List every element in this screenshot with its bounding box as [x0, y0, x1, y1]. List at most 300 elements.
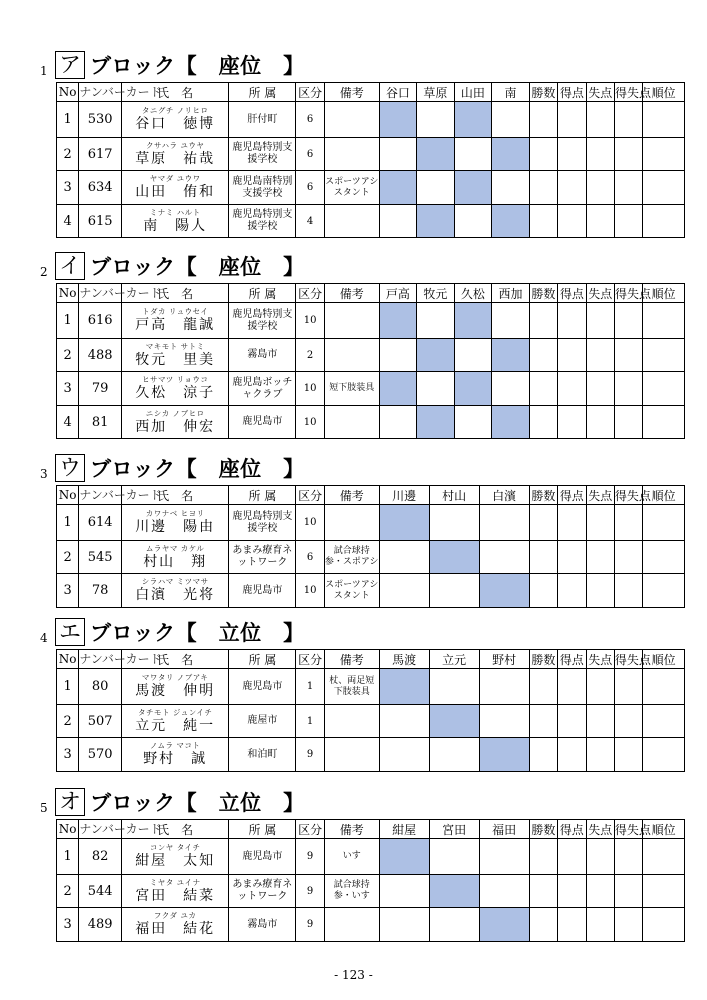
remarks — [324, 138, 379, 171]
points-against-cell[interactable] — [586, 171, 614, 205]
points-against-cell[interactable] — [586, 505, 614, 541]
diff-cell[interactable] — [614, 138, 642, 171]
page-number: - 123 - — [334, 968, 373, 982]
header-opponent: 戸高 — [379, 284, 417, 303]
block-4 — [40, 615, 680, 772]
player-no: 1 — [57, 505, 79, 541]
header-rank: 順位 — [643, 820, 685, 839]
league-table — [56, 283, 685, 439]
header-diff: 得失点 — [614, 486, 642, 505]
header-opponent: 野村 — [479, 650, 529, 669]
wins-cell[interactable] — [529, 138, 557, 171]
header-opponent: 谷口 — [379, 83, 417, 102]
match-cell-shaded[interactable] — [379, 102, 417, 138]
match-cell-shaded[interactable] — [479, 574, 529, 608]
match-cell[interactable] — [479, 875, 529, 908]
match-cell[interactable] — [429, 505, 479, 541]
match-cell[interactable] — [429, 839, 479, 875]
player-no: 2 — [57, 541, 79, 574]
wins-cell[interactable] — [529, 505, 557, 541]
match-cell-shaded[interactable] — [429, 705, 479, 738]
header-remarks: 備考 — [324, 486, 379, 505]
rank-cell[interactable] — [643, 705, 685, 738]
rank-cell[interactable] — [643, 875, 685, 908]
rank-cell[interactable] — [643, 908, 685, 942]
points-against-cell[interactable] — [586, 574, 614, 608]
match-cell[interactable] — [479, 839, 529, 875]
category: 10 — [296, 372, 324, 406]
header-no: No — [57, 486, 79, 505]
diff-cell[interactable] — [614, 303, 642, 339]
player-name-cell — [121, 303, 229, 339]
rank-cell[interactable] — [643, 138, 685, 171]
player-name-cell — [121, 138, 229, 171]
block-label: ブロック【 座位 】 — [90, 53, 305, 78]
points-against-cell[interactable] — [586, 138, 614, 171]
match-cell[interactable] — [492, 372, 530, 406]
block-letter: エ — [55, 618, 85, 646]
match-cell-shaded[interactable] — [379, 839, 429, 875]
card-number: 544 — [79, 875, 122, 908]
match-cell-shaded[interactable] — [429, 541, 479, 574]
affiliation: あまみ療育ネットワーク — [229, 541, 296, 574]
match-cell-shaded[interactable] — [492, 406, 530, 439]
block-label: ブロック【 立位 】 — [90, 620, 305, 645]
match-cell[interactable] — [379, 406, 417, 439]
points-for-cell[interactable] — [558, 205, 586, 238]
block-letter: オ — [55, 788, 85, 816]
header-opponent: 馬渡 — [379, 650, 429, 669]
player-name: 野村 誠 — [143, 751, 208, 767]
rank-cell[interactable] — [643, 171, 685, 205]
furigana: フクダ ユカ — [153, 911, 197, 920]
diff-cell[interactable] — [614, 541, 642, 574]
wins-cell[interactable] — [529, 102, 557, 138]
header-category: 区分 — [296, 83, 324, 102]
block-2 — [40, 249, 680, 439]
header-points-for: 得点 — [558, 486, 586, 505]
player-name: 白濱 光将 — [135, 587, 216, 603]
wins-cell[interactable] — [529, 669, 557, 705]
match-cell-shaded[interactable] — [379, 303, 417, 339]
player-name-cell — [121, 839, 229, 875]
match-cell-shaded[interactable] — [479, 738, 529, 772]
points-for-cell[interactable] — [558, 372, 586, 406]
header-diff: 得失点 — [614, 650, 642, 669]
header-row — [57, 83, 685, 102]
block-label: ブロック【 座位 】 — [90, 456, 305, 481]
affiliation: 鹿児島市 — [229, 839, 296, 875]
furigana: クサハラ ユウヤ — [145, 140, 205, 150]
wins-cell[interactable] — [529, 406, 557, 439]
affiliation: 鹿児島市 — [229, 669, 296, 705]
points-against-cell[interactable] — [586, 205, 614, 238]
header-points-against: 失点 — [586, 650, 614, 669]
rank-cell[interactable] — [643, 406, 685, 439]
match-cell[interactable] — [379, 908, 429, 942]
diff-cell[interactable] — [614, 669, 642, 705]
match-cell[interactable] — [454, 339, 492, 372]
affiliation: 鹿児島市 — [229, 574, 296, 608]
remarks: 試合球持参・いす — [324, 875, 379, 908]
match-cell[interactable] — [417, 102, 455, 138]
match-cell-shaded[interactable] — [379, 372, 417, 406]
points-for-cell[interactable] — [558, 171, 586, 205]
wins-cell[interactable] — [529, 372, 557, 406]
header-category: 区分 — [296, 650, 324, 669]
remarks — [324, 505, 379, 541]
rank-cell[interactable] — [643, 205, 685, 238]
header-no: No — [57, 820, 79, 839]
diff-cell[interactable] — [614, 908, 642, 942]
points-for-cell[interactable] — [558, 738, 586, 772]
remarks: スポーツアシスタント — [324, 574, 379, 608]
match-cell-shaded[interactable] — [417, 205, 455, 238]
points-against-cell[interactable] — [586, 102, 614, 138]
block-label: ブロック【 立位 】 — [90, 790, 305, 815]
affiliation: 鹿児島特別支援学校 — [229, 138, 296, 171]
card-number: 545 — [79, 541, 122, 574]
match-cell[interactable] — [379, 738, 429, 772]
wins-cell[interactable] — [529, 303, 557, 339]
affiliation: 鹿児島ボッチャクラブ — [229, 372, 296, 406]
player-name: 久松 涼子 — [135, 385, 216, 401]
match-cell-shaded[interactable] — [492, 339, 530, 372]
match-cell[interactable] — [429, 908, 479, 942]
category: 6 — [296, 138, 324, 171]
points-against-cell[interactable] — [586, 705, 614, 738]
match-cell-shaded[interactable] — [492, 138, 530, 171]
points-against-cell[interactable] — [586, 372, 614, 406]
match-cell[interactable] — [379, 875, 429, 908]
points-for-cell[interactable] — [558, 839, 586, 875]
rank-cell[interactable] — [643, 669, 685, 705]
diff-cell[interactable] — [614, 505, 642, 541]
diff-cell[interactable] — [614, 205, 642, 238]
category: 10 — [296, 303, 324, 339]
match-cell[interactable] — [454, 406, 492, 439]
match-cell[interactable] — [379, 339, 417, 372]
rank-cell[interactable] — [643, 839, 685, 875]
player-no: 4 — [57, 205, 79, 238]
player-name: 紺屋 太知 — [135, 853, 216, 869]
player-name: 福田 結花 — [135, 921, 216, 937]
furigana: ニシカ ノブヒロ — [145, 408, 205, 418]
header-opponent: 紺屋 — [379, 820, 429, 839]
affiliation: 霧島市 — [229, 339, 296, 372]
player-no: 2 — [57, 705, 79, 738]
card-number: 489 — [79, 908, 122, 942]
player-name: 川邊 陽由 — [135, 519, 216, 535]
wins-cell[interactable] — [529, 705, 557, 738]
block-title — [40, 785, 680, 819]
match-cell[interactable] — [454, 205, 492, 238]
points-against-cell[interactable] — [586, 839, 614, 875]
remarks — [324, 908, 379, 942]
match-cell[interactable] — [379, 205, 417, 238]
block-letter: イ — [55, 252, 85, 280]
points-for-cell[interactable] — [558, 303, 586, 339]
points-against-cell[interactable] — [586, 908, 614, 942]
player-name: 山田 侑和 — [135, 184, 216, 200]
card-number: 634 — [79, 171, 122, 205]
diff-cell[interactable] — [614, 171, 642, 205]
wins-cell[interactable] — [529, 875, 557, 908]
wins-cell[interactable] — [529, 205, 557, 238]
rank-cell[interactable] — [643, 372, 685, 406]
diff-cell[interactable] — [614, 372, 642, 406]
block-number: 3 — [40, 467, 48, 481]
match-cell-shaded[interactable] — [492, 205, 530, 238]
match-cell[interactable] — [454, 138, 492, 171]
block-title — [40, 615, 680, 649]
header-wins: 勝数 — [529, 284, 557, 303]
player-name: 戸高 龍誠 — [135, 317, 216, 333]
league-table — [56, 485, 685, 608]
points-for-cell[interactable] — [558, 705, 586, 738]
rank-cell[interactable] — [643, 738, 685, 772]
player-name-cell — [121, 372, 229, 406]
match-cell[interactable] — [429, 574, 479, 608]
rank-cell[interactable] — [643, 339, 685, 372]
points-for-cell[interactable] — [558, 875, 586, 908]
diff-cell[interactable] — [614, 574, 642, 608]
header-rank: 順位 — [643, 83, 685, 102]
header-points-for: 得点 — [558, 83, 586, 102]
points-for-cell[interactable] — [558, 574, 586, 608]
header-diff: 得失点 — [614, 820, 642, 839]
category: 1 — [296, 705, 324, 738]
block-letter: ウ — [55, 454, 85, 482]
category: 6 — [296, 171, 324, 205]
player-row — [57, 138, 685, 171]
match-cell-shaded[interactable] — [379, 505, 429, 541]
header-rank: 順位 — [643, 284, 685, 303]
player-name: 立元 純一 — [135, 717, 216, 734]
header-affiliation: 所 属 — [229, 486, 296, 505]
points-for-cell[interactable] — [558, 505, 586, 541]
furigana: マキモト サトミ — [145, 341, 205, 351]
header-points-against: 失点 — [586, 486, 614, 505]
player-no: 4 — [57, 406, 79, 439]
player-no: 3 — [57, 372, 79, 406]
card-number: 79 — [79, 372, 122, 406]
player-row — [57, 171, 685, 205]
match-cell[interactable] — [417, 372, 455, 406]
player-row — [57, 705, 685, 738]
match-cell[interactable] — [417, 171, 455, 205]
rank-cell[interactable] — [643, 574, 685, 608]
rank-cell[interactable] — [643, 102, 685, 138]
match-cell[interactable] — [429, 738, 479, 772]
points-for-cell[interactable] — [558, 138, 586, 171]
match-cell[interactable] — [479, 669, 529, 705]
points-for-cell[interactable] — [558, 669, 586, 705]
points-for-cell[interactable] — [558, 406, 586, 439]
points-against-cell[interactable] — [586, 303, 614, 339]
header-opponent: 牧元 — [417, 284, 455, 303]
category: 9 — [296, 908, 324, 942]
wins-cell[interactable] — [529, 339, 557, 372]
points-for-cell[interactable] — [558, 908, 586, 942]
header-category: 区分 — [296, 284, 324, 303]
header-remarks: 備考 — [324, 83, 379, 102]
wins-cell[interactable] — [529, 738, 557, 772]
match-cell[interactable] — [379, 574, 429, 608]
affiliation: 鹿児島特別支援学校 — [229, 505, 296, 541]
match-cell[interactable] — [479, 541, 529, 574]
player-name-cell — [121, 738, 229, 772]
match-cell[interactable] — [492, 102, 530, 138]
match-cell-shaded[interactable] — [479, 908, 529, 942]
match-cell-shaded[interactable] — [454, 303, 492, 339]
header-opponent: 宮田 — [429, 820, 479, 839]
header-remarks: 備考 — [324, 650, 379, 669]
player-name-cell — [121, 406, 229, 439]
header-name: 氏 名 — [121, 284, 229, 303]
header-points-for: 得点 — [558, 284, 586, 303]
player-no: 3 — [57, 171, 79, 205]
player-no: 3 — [57, 738, 79, 772]
points-for-cell[interactable] — [558, 541, 586, 574]
match-cell-shaded[interactable] — [417, 406, 455, 439]
header-card: ナンバーカード — [79, 650, 122, 669]
rank-cell[interactable] — [643, 505, 685, 541]
match-cell[interactable] — [479, 705, 529, 738]
match-cell-shaded[interactable] — [454, 102, 492, 138]
points-against-cell[interactable] — [586, 406, 614, 439]
player-row — [57, 505, 685, 541]
wins-cell[interactable] — [529, 171, 557, 205]
player-name: 草原 祐哉 — [135, 150, 216, 167]
affiliation: 鹿児島特別支援学校 — [229, 205, 296, 238]
header-points-against: 失点 — [586, 820, 614, 839]
diff-cell[interactable] — [614, 339, 642, 372]
wins-cell[interactable] — [529, 541, 557, 574]
header-wins: 勝数 — [529, 650, 557, 669]
card-number: 614 — [79, 505, 122, 541]
match-cell-shaded[interactable] — [429, 875, 479, 908]
rank-cell[interactable] — [643, 303, 685, 339]
diff-cell[interactable] — [614, 875, 642, 908]
diff-cell[interactable] — [614, 406, 642, 439]
player-row — [57, 839, 685, 875]
header-wins: 勝数 — [529, 83, 557, 102]
header-category: 区分 — [296, 486, 324, 505]
wins-cell[interactable] — [529, 839, 557, 875]
category: 4 — [296, 205, 324, 238]
player-name-cell — [121, 574, 229, 608]
card-number: 507 — [79, 705, 122, 738]
furigana: タチモト ジュンイチ — [138, 707, 213, 717]
block-number: 2 — [40, 265, 48, 279]
player-row — [57, 908, 685, 942]
player-name: 西加 伸宏 — [135, 418, 216, 435]
points-for-cell[interactable] — [558, 102, 586, 138]
diff-cell[interactable] — [614, 738, 642, 772]
match-cell-shaded[interactable] — [454, 171, 492, 205]
match-cell[interactable] — [492, 171, 530, 205]
points-against-cell[interactable] — [586, 738, 614, 772]
header-affiliation: 所 属 — [229, 284, 296, 303]
remarks — [324, 738, 379, 772]
card-number: 530 — [79, 102, 122, 138]
category: 6 — [296, 541, 324, 574]
category: 10 — [296, 574, 324, 608]
player-name-cell — [121, 339, 229, 372]
header-card: ナンバーカード — [79, 820, 122, 839]
points-against-cell[interactable] — [586, 669, 614, 705]
remarks — [324, 303, 379, 339]
header-points-against: 失点 — [586, 83, 614, 102]
match-cell-shaded[interactable] — [379, 669, 429, 705]
player-no: 2 — [57, 875, 79, 908]
header-row — [57, 284, 685, 303]
points-for-cell[interactable] — [558, 339, 586, 372]
match-cell[interactable] — [479, 505, 529, 541]
match-cell-shaded[interactable] — [379, 171, 417, 205]
header-card: ナンバーカード — [79, 486, 122, 505]
furigana: ヤマダ ユウワ — [149, 174, 201, 183]
remarks: 杖、両足短下肢装具 — [324, 669, 379, 705]
player-name-cell — [121, 505, 229, 541]
match-cell[interactable] — [417, 303, 455, 339]
wins-cell[interactable] — [529, 574, 557, 608]
points-against-cell[interactable] — [586, 541, 614, 574]
furigana: マワタリ ノブアキ — [141, 673, 209, 682]
remarks — [324, 339, 379, 372]
category: 6 — [296, 102, 324, 138]
header-name: 氏 名 — [121, 486, 229, 505]
card-number: 82 — [79, 839, 122, 875]
match-cell[interactable] — [379, 541, 429, 574]
block-number: 1 — [40, 64, 48, 78]
remarks — [324, 705, 379, 738]
affiliation: 鹿屋市 — [229, 705, 296, 738]
player-row — [57, 875, 685, 908]
header-card: ナンバーカード — [79, 83, 122, 102]
rank-cell[interactable] — [643, 541, 685, 574]
match-cell[interactable] — [492, 303, 530, 339]
header-diff: 得失点 — [614, 83, 642, 102]
player-name-cell — [121, 541, 229, 574]
diff-cell[interactable] — [614, 102, 642, 138]
player-no: 2 — [57, 339, 79, 372]
match-cell[interactable] — [379, 138, 417, 171]
match-cell[interactable] — [379, 705, 429, 738]
match-cell-shaded[interactable] — [417, 138, 455, 171]
diff-cell[interactable] — [614, 705, 642, 738]
points-against-cell[interactable] — [586, 339, 614, 372]
header-points-for: 得点 — [558, 650, 586, 669]
diff-cell[interactable] — [614, 839, 642, 875]
match-cell-shaded[interactable] — [454, 372, 492, 406]
player-no: 1 — [57, 102, 79, 138]
header-points-against: 失点 — [586, 284, 614, 303]
player-name-cell — [121, 102, 229, 138]
player-row — [57, 738, 685, 772]
furigana: コンヤ タイチ — [149, 843, 201, 852]
player-row — [57, 669, 685, 705]
match-cell[interactable] — [429, 669, 479, 705]
wins-cell[interactable] — [529, 908, 557, 942]
block-letter: ア — [55, 51, 85, 79]
match-cell-shaded[interactable] — [417, 339, 455, 372]
header-affiliation: 所 属 — [229, 650, 296, 669]
header-name: 氏 名 — [121, 650, 229, 669]
points-against-cell[interactable] — [586, 875, 614, 908]
furigana: カワナベ ヒヨリ — [145, 509, 205, 518]
